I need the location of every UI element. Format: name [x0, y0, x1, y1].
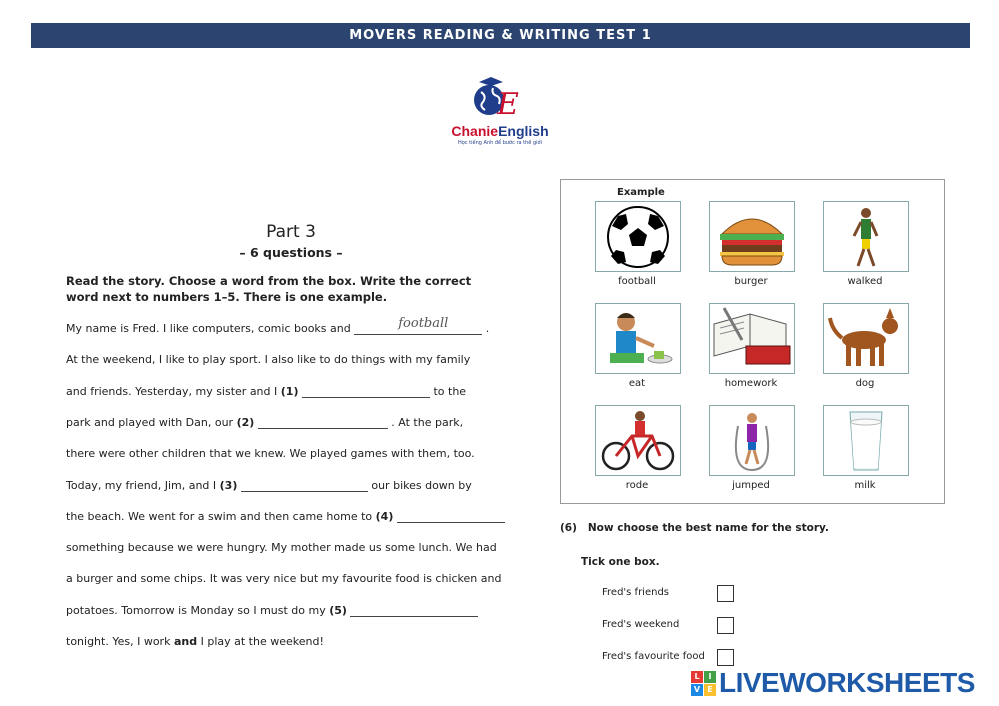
- word-label: eat: [628, 378, 646, 389]
- football-icon: [596, 202, 680, 271]
- story-line: something because we were hungry. My mother made us some lunch. We had: [66, 541, 497, 554]
- burger-picture: [709, 201, 795, 272]
- option-checkbox-1[interactable]: [717, 585, 734, 602]
- word-label: burger: [734, 276, 768, 287]
- story-line: tonight. Yes, I work and I play at the weekend!: [66, 635, 324, 648]
- story-line: and friends. Yesterday, my sister and I (1) to the: [66, 385, 467, 398]
- answer-blank-5[interactable]: [350, 604, 478, 617]
- tick-instruction: Tick one box.: [581, 556, 660, 568]
- answer-blank-4[interactable]: [397, 510, 505, 523]
- jumping-boy-icon: [710, 406, 794, 475]
- part-subtitle: – 6 questions –: [239, 245, 343, 260]
- example-answer-blank: [354, 316, 482, 335]
- milk-glass-icon: [824, 406, 908, 475]
- word-label: homework: [724, 378, 778, 389]
- option-checkbox-2[interactable]: [717, 617, 734, 634]
- walking-boy-icon: [824, 202, 908, 271]
- dog-picture: [823, 303, 909, 374]
- word-label: milk: [854, 480, 876, 491]
- story-line: potatoes. Tomorrow is Monday so I must do my (5): [66, 604, 478, 617]
- logo-tagline: Học tiếng Anh để bước ra thế giới: [458, 140, 542, 146]
- example-label: Example: [617, 187, 665, 198]
- word-label: walked: [847, 276, 883, 287]
- story-line: Today, my friend, Jim, and I (3) our bikes down by: [66, 479, 472, 492]
- rode-picture: [595, 405, 681, 476]
- instructions: Read the story. Choose a word from the box. Write the correct word next to numbers 1–5. There is one example.: [66, 274, 472, 304]
- page-header: [31, 23, 970, 48]
- liveworksheets-logo-icon: L I V E: [691, 671, 716, 696]
- dog-icon: [824, 304, 908, 373]
- football-picture: [595, 201, 681, 272]
- chanie-english-logo: [445, 74, 555, 154]
- answer-blank-2[interactable]: [258, 416, 388, 429]
- eating-boy-icon: [596, 304, 680, 373]
- page-title: MOVERS READING & WRITING TEST 1: [349, 28, 652, 43]
- homework-picture: [709, 303, 795, 374]
- eat-picture: [595, 303, 681, 374]
- story-line: My name is Fred. I like computers, comic books and football .: [66, 316, 490, 335]
- story-line: a burger and some chips. It was very nice but my favourite food is chicken and: [66, 572, 502, 585]
- story-line: At the weekend, I like to play sport. I also like to do things with my family: [66, 353, 471, 366]
- jumped-picture: [709, 405, 795, 476]
- watermark-text: LIVEWORKSHEETS: [719, 667, 975, 698]
- word-label: rode: [625, 480, 649, 491]
- milk-picture: [823, 405, 909, 476]
- logo-brand: ChanieEnglish: [451, 123, 549, 139]
- story-line: the beach. We went for a swim and then came home to (4): [66, 510, 505, 523]
- part-title: Part 3: [266, 222, 316, 242]
- walked-picture: [823, 201, 909, 272]
- story-line: there were other children that we knew. We played games with them, too.: [66, 447, 475, 460]
- svg-text:E: E: [497, 87, 519, 122]
- globe-logo-icon: [445, 74, 555, 124]
- bicycle-icon: [596, 406, 680, 475]
- question-6: (6) Now choose the best name for the story.: [560, 522, 829, 534]
- answer-blank-1[interactable]: [302, 385, 430, 398]
- liveworksheets-watermark: [691, 667, 975, 699]
- example-answer: football: [398, 316, 449, 331]
- word-label: dog: [855, 378, 875, 389]
- option-label: Fred's favourite food: [602, 651, 705, 662]
- burger-icon: [710, 202, 794, 271]
- books-icon: [710, 304, 794, 373]
- option-checkbox-3[interactable]: [717, 649, 734, 666]
- option-label: Fred's friends: [602, 587, 670, 598]
- story-line: park and played with Dan, our (2) . At the park,: [66, 416, 464, 429]
- word-label: jumped: [732, 480, 770, 491]
- word-label: football: [618, 276, 656, 287]
- option-label: Fred's weekend: [602, 619, 680, 630]
- answer-blank-3[interactable]: [241, 479, 368, 492]
